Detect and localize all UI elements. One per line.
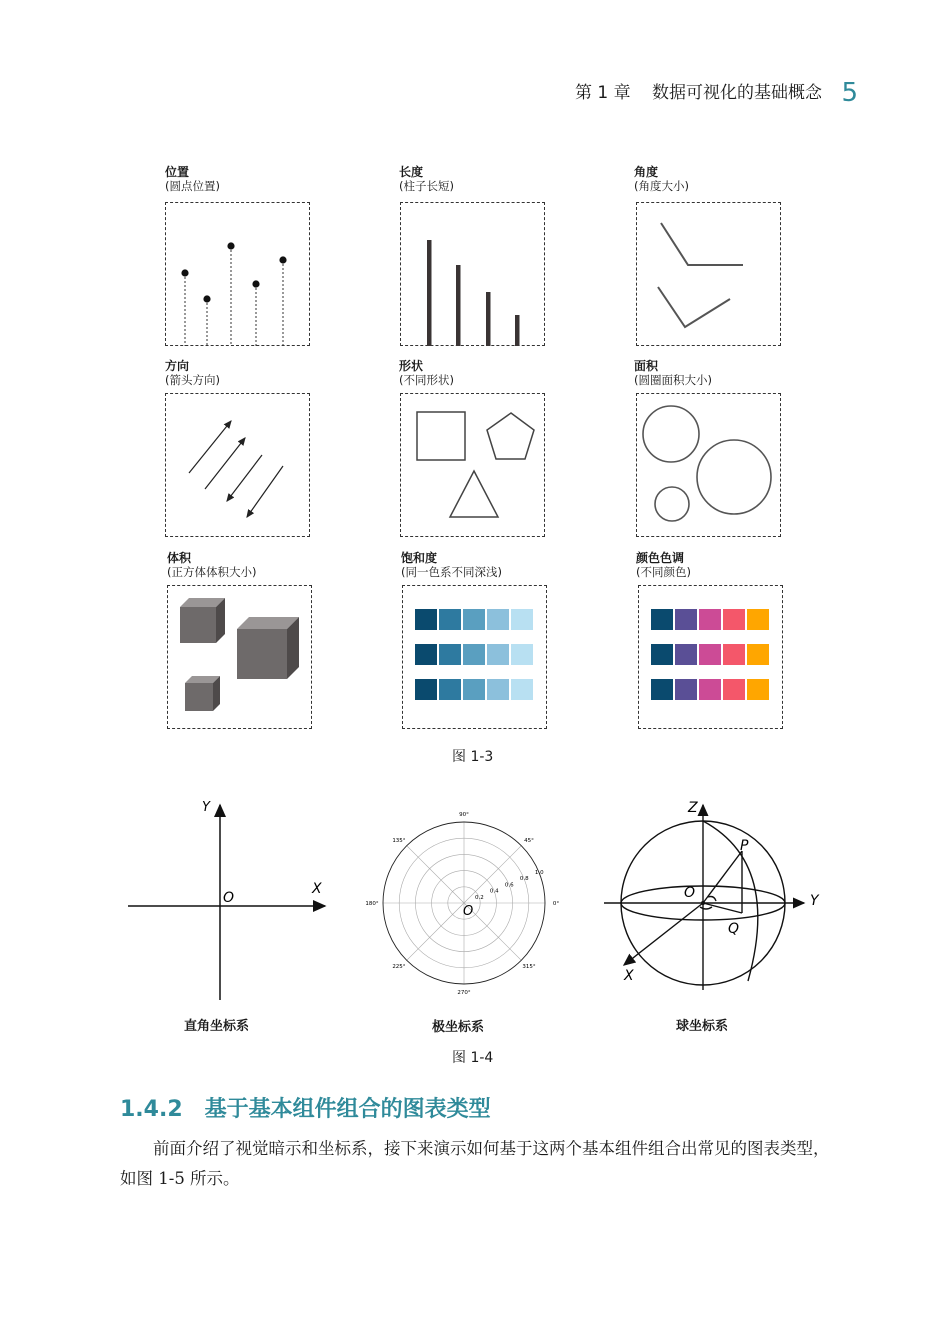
- polar-angle-label-4: 180°: [365, 901, 379, 907]
- hue-swatch-r0-c3: [723, 609, 745, 630]
- polar-angle-label-7: 315°: [522, 963, 536, 970]
- saturation-swatch-r1-c4: [511, 644, 533, 665]
- section-title: 基于基本组件组合的图表类型: [204, 1097, 491, 1122]
- hue-swatch-r0-c2: [699, 609, 721, 630]
- spherical-caption: 球坐标系: [676, 1019, 729, 1034]
- cell-title-area: 面积: [634, 359, 659, 373]
- polar-radius-label-3: 0.8: [519, 876, 529, 883]
- cell-title-shape: 形状: [399, 359, 424, 373]
- position-dots-plot: [165, 202, 310, 346]
- saturation-swatch-r2-c3: [487, 679, 509, 700]
- saturation-swatch-r2-c1: [439, 679, 461, 700]
- cell-title-volume: 体积: [167, 551, 192, 565]
- saturation-swatch-r2-c0: [415, 679, 437, 700]
- cartesian-origin-label: O: [223, 890, 235, 906]
- cell-subtitle-area: (圆圈面积大小): [634, 373, 712, 387]
- saturation-swatch-r1-c3: [487, 644, 509, 665]
- volume-cubes-plot: [167, 585, 312, 729]
- saturation-swatch-r1-c2: [463, 644, 485, 665]
- saturation-swatch-r0-c3: [487, 609, 509, 630]
- spherical-z-label: Z: [688, 800, 698, 816]
- saturation-swatch-r2-c2: [463, 679, 485, 700]
- cell-title-angle: 角度: [634, 165, 659, 179]
- cube-front-1: [237, 629, 287, 679]
- saturation-swatch-r0-c4: [511, 609, 533, 630]
- hue-swatch-r1-c0: [651, 644, 673, 665]
- cartesian-y-label: Y: [202, 800, 210, 815]
- polar-angle-label-0: 0°: [552, 901, 560, 907]
- polar-radius-label-1: 0.4: [489, 888, 499, 895]
- cell-title-hue: 颜色色调: [636, 551, 685, 565]
- cartesian-caption: 直角坐标系: [184, 1019, 250, 1034]
- cell-subtitle-volume: (正方体体积大小): [167, 565, 257, 579]
- figure-1-4-caption: 图 1-4: [452, 1050, 494, 1066]
- hue-swatch-r0-c0: [651, 609, 673, 630]
- cell-subtitle-hue: (不同颜色): [636, 565, 691, 579]
- polar-angle-label-5: 225°: [392, 963, 406, 970]
- hue-swatch-r2-c2: [699, 679, 721, 700]
- angle-lines-plot: [636, 202, 781, 346]
- cell-subtitle-shape: (不同形状): [399, 373, 454, 387]
- cube-front-2: [185, 683, 213, 711]
- hue-swatch-r1-c1: [675, 644, 697, 665]
- hue-swatches-plot: [638, 585, 783, 729]
- cube-front-0: [180, 607, 216, 643]
- figure-1-3-caption: 图 1-3: [452, 749, 494, 765]
- saturation-swatches-plot: [402, 585, 547, 729]
- body-paragraph: 前面介绍了视觉暗示和坐标系，接下来演示如何基于这两个基本组件组合出常见的图表类型，如图 1-5 所示。: [120, 1139, 830, 1188]
- chapter-label: 第 1 章: [575, 83, 631, 103]
- shapes-plot: [400, 393, 545, 537]
- polar-radius-label-0: 0.2: [474, 894, 484, 901]
- polar-radius-label-4: 1.0: [534, 870, 544, 877]
- spherical-point-p-label: P: [740, 838, 749, 854]
- polar-angle-label-2: 90°: [459, 812, 469, 818]
- cell-subtitle-length: (柱子长短): [399, 179, 454, 193]
- spherical-x-label: X: [624, 968, 634, 984]
- page-number: 5: [841, 78, 858, 108]
- hue-swatch-r1-c3: [723, 644, 745, 665]
- saturation-swatch-r1-c0: [415, 644, 437, 665]
- hue-swatch-r1-c4: [747, 644, 769, 665]
- running-header: [575, 78, 858, 108]
- hue-swatch-r2-c4: [747, 679, 769, 700]
- polar-radius-label-2: 0.6: [504, 882, 514, 889]
- cell-title-position: 位置: [165, 165, 190, 179]
- saturation-swatch-r1-c1: [439, 644, 461, 665]
- saturation-swatch-r0-c1: [439, 609, 461, 630]
- cell-subtitle-angle: (角度大小): [634, 179, 689, 193]
- hue-swatch-r2-c1: [675, 679, 697, 700]
- polar-angle-label-6: 270°: [457, 990, 471, 996]
- saturation-swatch-r0-c2: [463, 609, 485, 630]
- hue-swatch-r2-c0: [651, 679, 673, 700]
- cell-title-saturation: 饱和度: [401, 551, 438, 565]
- cartesian-x-label: X: [312, 881, 322, 897]
- section-heading: [120, 1092, 491, 1123]
- hue-swatch-r0-c1: [675, 609, 697, 630]
- section-number: 1.4.2: [120, 1097, 183, 1122]
- spherical-origin-label: O: [684, 885, 696, 901]
- hue-swatch-r1-c2: [699, 644, 721, 665]
- saturation-swatch-r2-c4: [511, 679, 533, 700]
- direction-arrows-plot: [165, 393, 310, 537]
- length-bars-plot: [400, 202, 545, 346]
- spherical-diagram: [596, 795, 826, 1000]
- cell-subtitle-position: (圆点位置): [165, 179, 220, 193]
- cartesian-diagram: [120, 795, 340, 1010]
- cell-title-direction: 方向: [165, 359, 190, 373]
- spherical-y-label: Y: [810, 893, 819, 909]
- hue-swatch-r0-c4: [747, 609, 769, 630]
- cell-title-length: 长度: [399, 165, 424, 179]
- area-circles-plot: [636, 393, 781, 537]
- polar-angle-label-3: 135°: [392, 838, 406, 845]
- chapter-title: 数据可视化的基础概念: [652, 83, 823, 103]
- spherical-point-q-label: Q: [728, 921, 740, 937]
- polar-angle-label-1: 45°: [524, 838, 534, 845]
- hue-swatch-r2-c3: [723, 679, 745, 700]
- polar-diagram: [364, 808, 564, 1008]
- polar-origin-label: O: [463, 904, 474, 919]
- cell-subtitle-saturation: (同一色系不同深浅): [401, 565, 502, 579]
- saturation-swatch-r0-c0: [415, 609, 437, 630]
- cell-subtitle-direction: (箭头方向): [165, 373, 220, 387]
- polar-caption: 极坐标系: [432, 1020, 485, 1035]
